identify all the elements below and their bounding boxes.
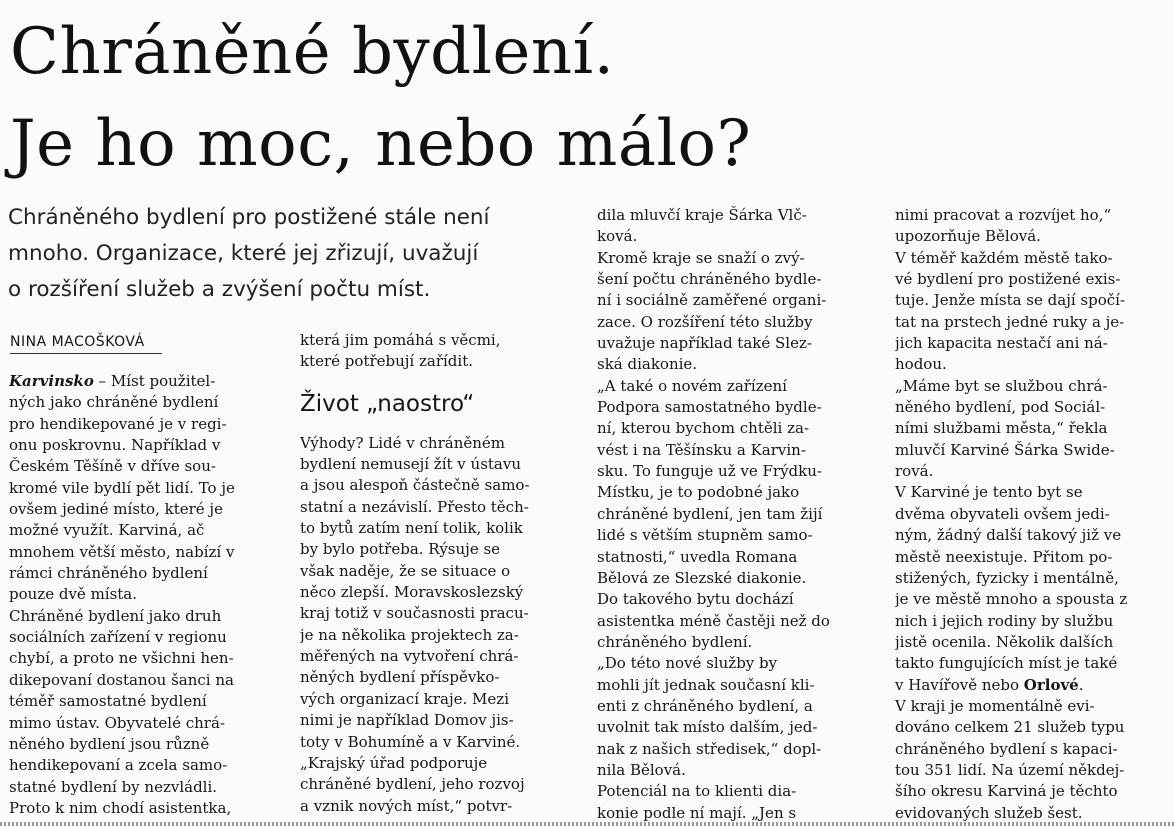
text-line: možné využít. Karviná, ač (9, 521, 205, 540)
text-line: jich kapacita nestačí ani ná- (895, 334, 1108, 353)
text-line: chybí, a proto ne všichni hen- (9, 649, 234, 668)
text-line: „Krajský úřad podporuje (300, 753, 488, 772)
text-line: sociálních zařízení v regionu (9, 628, 227, 647)
text-line: chráněného bydlení. (597, 632, 753, 651)
text-line: „Máme byt se službou chrá- (895, 376, 1108, 395)
text-line: ným, žádný další takový již ve (895, 526, 1122, 545)
text-line: ní i sociálně zaměřené organi- (597, 291, 827, 310)
lead-paragraph (8, 200, 590, 308)
text-line: mohli jít jednak současní kli- (597, 675, 815, 694)
text-line: jistě ocenila. Několik dalších (895, 632, 1114, 651)
text-line: asistentka méně častěji než do (597, 611, 830, 630)
text-line: toty v Bohumíně a v Karviné. (300, 732, 521, 751)
text-line: něného bydlení, pod Sociál- (895, 398, 1106, 417)
text-line: statnosti,“ uvedla Romana (597, 547, 798, 566)
text-line: „A také o novém zařízení (597, 376, 787, 395)
text-line: Bělová ze Slezské diakonie. (597, 568, 807, 587)
text-line: konie podle ní mají. „Jen s (597, 803, 797, 822)
text-line: enti z chráněného bydlení, a (597, 696, 813, 715)
highlighted-word: Orlové (1023, 675, 1079, 694)
text-line: chráněného bydlení s kapaci- (895, 739, 1118, 758)
text-line: šení počtu chráněného bydle- (597, 270, 822, 289)
text-line: tou 351 lidí. Na území někdej- (895, 760, 1125, 779)
text-line: V kraji je momentálně evi- (895, 696, 1095, 715)
text-line: Potenciál na to klienti dia- (597, 782, 797, 801)
text-line: V téměř každém městě tako- (895, 248, 1113, 267)
text-line: stižených, fyzicky i mentálně, (895, 568, 1119, 587)
text-line: Českém Těšíně v dříve sou- (9, 457, 216, 476)
text-line: a jsou alespoň částečně samo- (300, 476, 530, 495)
text-line: mnohem větší město, nabízí v (9, 542, 235, 561)
text-line: ných jako chráněné bydlení (9, 393, 219, 412)
text-line: uvažuje například také Slez- (597, 334, 812, 353)
author-byline: NINA MACOŠKOVÁ (10, 333, 162, 354)
text-line: vé bydlení pro postižené exis- (895, 270, 1121, 289)
text-line: upozorňuje Bělová. (895, 227, 1041, 246)
text-line: kraj totiž v současnosti pracu- (300, 604, 529, 623)
text-line: rová. (895, 462, 934, 481)
text-line: statní a nezávislí. Přesto těch- (300, 497, 529, 516)
col2-lines-top (300, 330, 574, 373)
bottom-rule (0, 822, 1174, 826)
text-line: mimo ústav. Obyvatelé chrá- (9, 713, 225, 732)
location-kicker: Karvinsko (9, 372, 94, 390)
article-column-2 (300, 330, 574, 817)
text-line: chráněné bydlení, jeho rozvoj (300, 775, 525, 794)
text-line: vést i na Těšínsku a Karvin- (597, 440, 806, 459)
text-line: a vznik nových míst,“ potvr- (300, 796, 513, 815)
text-line: dila mluvčí kraje Šárka Vlč- (597, 206, 807, 224)
text-line: Výhody? Lidé v chráněném (300, 433, 505, 452)
col4-lines-a (895, 205, 1169, 675)
text-line: hendikepovaní a zcela samo- (9, 756, 228, 775)
text-line: která jim pomáhá s věcmi, (300, 331, 501, 349)
text-line: městě neexistuje. Přitom po- (895, 547, 1113, 566)
text-line: šího okresu Karviná je těchto (895, 782, 1118, 801)
text-line: Do takového bytu dochází (597, 590, 794, 609)
col2-lines (300, 433, 574, 817)
text-line: hodou. (895, 355, 947, 374)
text-line: by bylo potřeba. Rýsuje se (300, 540, 501, 559)
text-line: mluvčí Karviné Šárka Swide- (895, 440, 1115, 459)
text-line: měřených na vytvoření chrá- (300, 647, 519, 666)
lead-line: Chráněného bydlení pro postižené stále není (8, 205, 490, 230)
text-line: nak z našich středisek,“ dopl- (597, 739, 822, 758)
text-line: kromé vile bydlí pět lidí. To je (9, 478, 235, 497)
text-line: ními službami města,“ řekla (895, 419, 1108, 438)
col4-lines-b (895, 696, 1169, 824)
text-line: pouze dvě místa. (9, 585, 138, 604)
text-line: uvolnit tak místo dalším, jed- (597, 718, 818, 737)
col3-lines (597, 205, 871, 824)
col1-lines (9, 392, 283, 819)
text-line: Karvinsko – Míst použitel- (9, 372, 216, 390)
text-line: dikepovaní dostanou šanci na (9, 670, 234, 689)
headline (10, 6, 1160, 190)
text-line: nich i jejich rodiny by službu (895, 611, 1114, 630)
text-line: chráněné bydlení, jen tam žijí (597, 504, 823, 523)
headline-line-2: Je ho moc, nebo málo? (10, 107, 752, 181)
text-line: Podpora samostatného bydle- (597, 398, 822, 417)
headline-line-1: Chráněné bydlení. (10, 15, 615, 89)
text-line: pro hendikepované je v regi- (9, 414, 227, 433)
text-line: Kromě kraje se snaží o zvý- (597, 248, 805, 267)
text-line: tuje. Jenže místa se dají spočí- (895, 291, 1126, 310)
text-line: něných bydlení příspěvko- (300, 668, 500, 687)
text-line: však naděje, že se situace o (300, 561, 511, 580)
text-line: nimi pracovat a rozvíjet ho,“ (895, 206, 1112, 224)
text-line: tat na prstech jedné ruky a je- (895, 312, 1125, 331)
text-line: něného bydlení jsou různě (9, 734, 210, 753)
text-line: ovšem jediné místo, které je (9, 500, 223, 519)
text-line: takto fungujících míst je také (895, 654, 1118, 673)
text-line: v Havířově nebo Orlové. (895, 675, 1084, 694)
text-line: sku. To funguje už ve Frýdku- (597, 462, 822, 481)
text-line: „Do této nové služby by (597, 654, 778, 673)
text-line: ská diakonie. (597, 355, 698, 374)
text-line: je na několika projektech za- (300, 625, 519, 644)
text-line: statné bydlení by nezvládli. (9, 777, 218, 796)
text-line: ková. (597, 227, 638, 246)
article-column-1 (9, 371, 283, 819)
text-line: téměř samostatné bydlení (9, 692, 207, 711)
text-line: dvěma obyvateli ovšem jedi- (895, 504, 1110, 523)
text-line: dováno celkem 21 služeb typu (895, 718, 1125, 737)
text-line: zace. O rozšíření této služby (597, 312, 813, 331)
text-line: nimi je například Domov jis- (300, 711, 514, 730)
text-line: Chráněné bydlení jako druh (9, 606, 222, 625)
subheading: Život „naostro“ (300, 390, 475, 417)
lead-line: o rozšíření služeb a zvýšení počtu míst. (8, 277, 431, 302)
text-line: onu poskrovnu. Například v (9, 436, 221, 455)
text-line: rámci chráněného bydlení (9, 564, 208, 583)
text-line: které potřebují zařídit. (300, 352, 474, 371)
article-column-4 (895, 205, 1169, 824)
text-line: lidé s větším stupněm samo- (597, 526, 813, 545)
text-line: ní, kterou bychom chtěli za- (597, 419, 810, 438)
text-line: bydlení nemusejí žít v ústavu (300, 455, 521, 474)
lead-line: mnoho. Organizace, které jej zřizují, uvažují (8, 241, 479, 266)
text-line: Místku, je to podobné jako (597, 483, 800, 502)
text-line: Proto k nim chodí asistentka, (9, 798, 232, 817)
text-line: to bytů zatím není tolik, kolik (300, 519, 523, 538)
text-line: evidovaných služeb šest. (895, 803, 1083, 822)
text-line: nila Bělová. (597, 760, 686, 779)
text-line: V Karviné je tento byt se (895, 483, 1083, 502)
text-line: je ve městě mnoho a spousta z (895, 590, 1128, 609)
article-column-3 (597, 205, 871, 824)
text-line: něco zlepší. Moravskoslezský (300, 583, 524, 602)
text-line: vých organizací kraje. Mezi (300, 689, 509, 708)
